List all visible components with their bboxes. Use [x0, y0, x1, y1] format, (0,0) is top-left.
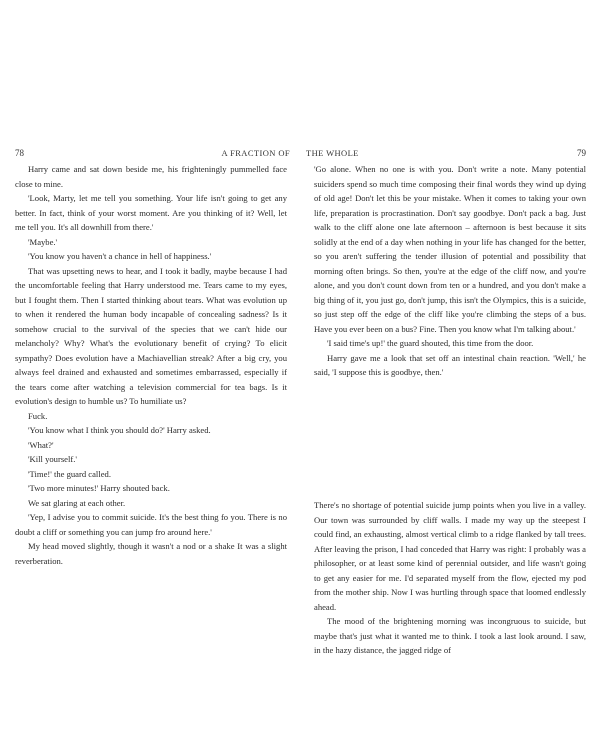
- running-header-left-text: A FRACTION OF: [221, 148, 290, 158]
- paragraph: 'Maybe.': [28, 236, 58, 247]
- paragraph: 'Go alone. When no one is with you. Don't write a note. Many potential suiciders spend so much time composing their final words they wind up dying of old age! Don't let this be your mistake. When it comes to taking your own life, preparation is procrastination. Don't say goodbye. Don't pack a bag. Just walk to the cliff alone one late afternoon – afternoon is best because it sits solidly at the end of a day when nothing in your life has changed for the better, so you aren't suffering the tender illusion of potential and possibility that morning often brings. So then, you're at the edge of the cliff now, and you're alone, and you don't count down from ten or a hundred, and you don't make a big thing of it, you just go, don't jump, this isn't the Olympics, this is a suicide, so just step off the edge of the cliff like you're climbing the steps of a bus. Have you ever been on a bus? Fine. Then you know what I'm talking about.': [314, 164, 586, 334]
- paragraph: 'Two more minutes!' Harry shouted back.: [28, 483, 170, 493]
- left-page-body: [15, 162, 287, 568]
- paragraph: 'Kill yourself.': [28, 454, 77, 464]
- right-page-body: [314, 162, 586, 380]
- page-number-right: 79: [577, 148, 586, 158]
- paragraph: 'You know what I think you should do?' Harry asked.: [28, 425, 211, 435]
- paragraph: 'Yep, I advise you to commit suicide. It's the best thing fo you. There is no doubt a cliff or something you can jump fro around here.': [15, 512, 287, 537]
- paragraph: That was upsetting news to hear, and I took it badly, maybe because I had the uncomfortable feeling that Harry understood me. Tears came to my eyes, but I fought them. Then I started thinking about tears. What was evolution up to when it rendered the human body incapable of concealing sadness? Is it somehow crucial to the survival of the species that we can't hide our melancholy? Why? What's the evolutionary benefit of crying? To elicit sympathy? Does evolution have a Machiavellian streak? After a big cry, you always feel drained and exhausted and sometimes embarrassed, especially if the tears come after watching a television commercial for tea bags. Is it evolution's design to humble us? To humiliate us?: [15, 265, 287, 406]
- right-page: [300, 0, 600, 750]
- paragraph: My head moved slightly, though it wasn't a nod or a shake It was a slight reverberation.: [15, 541, 287, 566]
- paragraph: Harry gave me a look that set off an intestinal chain reaction. 'Well,' he said, 'I suppose this is goodbye, then.': [314, 352, 586, 377]
- paragraph: 'Time!' the guard called.: [28, 468, 111, 479]
- paragraph: 'Look, Marty, let me tell you something. Your life isn't going to get any better. In fact, think of your worst moment. Are you thinking of it? Well, let me tell you. It's all downhill from there.': [15, 193, 287, 232]
- right-page-section-break-body: [314, 498, 586, 658]
- paragraph: 'What?': [28, 439, 54, 450]
- paragraph: Harry came and sat down beside me, his frighteningly pummelled face close to mine.: [15, 164, 287, 189]
- paragraph: We sat glaring at each other.: [28, 497, 126, 508]
- paragraph: 'I said time's up!' the guard shouted, this time from the door.: [327, 338, 534, 348]
- paragraph: Fuck.: [28, 410, 48, 421]
- running-header-left: [222, 148, 291, 158]
- paragraph: The mood of the brightening morning was incongruous to suicide, but maybe that's just what it wanted me to think. I took a last look around. I saw, in the hazy distance, the jagged ridge of: [314, 616, 586, 655]
- paragraph: There's no shortage of potential suicide jump points when you live in a valley. Our town was surrounded by cliff walls. I made my way up the steepest I could find, an exhausting, almost vertical climb to a ridge flanked by tall trees. After leaving the prison, I had conceded that Harry was right: I probably was a philosopher, or at least some kind of perennial outsider, and life wasn't going to get any easier for me. I'd separated myself from the flow, ejected my pod from the mother ship. Now I was hurtling through space that loomed endlessly ahead.: [314, 500, 586, 612]
- paragraph: 'You know you haven't a chance in hell of happiness.': [28, 251, 212, 261]
- running-header-right: THE WHOLE: [306, 148, 359, 158]
- page-number-left: 78: [15, 148, 24, 158]
